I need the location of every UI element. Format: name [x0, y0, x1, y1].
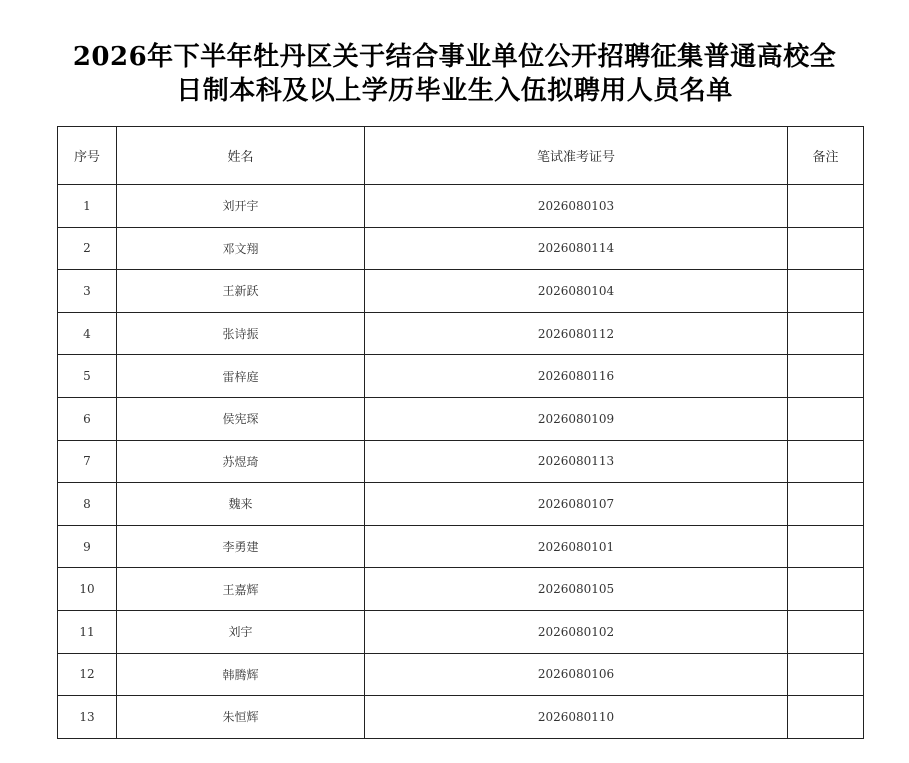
cell-note	[788, 185, 864, 228]
header-note: 备注	[788, 127, 864, 185]
cell-seq: 5	[58, 355, 117, 398]
cell-ticket: 2026080112	[365, 312, 788, 355]
cell-note	[788, 270, 864, 313]
cell-ticket: 2026080116	[365, 355, 788, 398]
cell-seq: 1	[58, 185, 117, 228]
table-row	[58, 696, 864, 739]
cell-note	[788, 610, 864, 653]
cell-ticket: 2026080113	[365, 440, 788, 483]
table-row	[58, 270, 864, 313]
cell-seq: 6	[58, 397, 117, 440]
table-body	[58, 185, 864, 739]
table-row	[58, 525, 864, 568]
cell-name: 韩腾辉	[117, 653, 365, 696]
table-row	[58, 185, 864, 228]
cell-name: 邓文翔	[117, 227, 365, 270]
cell-note	[788, 696, 864, 739]
cell-ticket: 2026080102	[365, 610, 788, 653]
hire-list-table	[57, 126, 864, 739]
title-line-2: 日制本科及以上学历毕业生入伍拟聘用人员名单	[176, 76, 733, 106]
cell-ticket: 2026080107	[365, 483, 788, 526]
cell-name: 魏来	[117, 483, 365, 526]
table-row	[58, 355, 864, 398]
cell-seq: 3	[58, 270, 117, 313]
cell-seq: 10	[58, 568, 117, 611]
cell-seq: 8	[58, 483, 117, 526]
header-name: 姓名	[117, 127, 365, 185]
cell-name: 苏煜琦	[117, 440, 365, 483]
cell-name: 刘宇	[117, 610, 365, 653]
cell-seq: 12	[58, 653, 117, 696]
table-row	[58, 653, 864, 696]
cell-seq: 11	[58, 610, 117, 653]
cell-ticket: 2026080106	[365, 653, 788, 696]
table-header-row	[58, 127, 864, 185]
header-ticket: 笔试准考证号	[365, 127, 788, 185]
cell-note	[788, 653, 864, 696]
table-row	[58, 397, 864, 440]
cell-seq: 13	[58, 696, 117, 739]
table-row	[58, 440, 864, 483]
table-row	[58, 312, 864, 355]
cell-ticket: 2026080101	[365, 525, 788, 568]
cell-note	[788, 312, 864, 355]
table-row	[58, 610, 864, 653]
cell-ticket: 2026080109	[365, 397, 788, 440]
cell-note	[788, 483, 864, 526]
cell-name: 王嘉辉	[117, 568, 365, 611]
cell-note	[788, 440, 864, 483]
cell-name: 李勇建	[117, 525, 365, 568]
cell-seq: 4	[58, 312, 117, 355]
header-seq: 序号	[58, 127, 117, 185]
cell-seq: 9	[58, 525, 117, 568]
cell-seq: 2	[58, 227, 117, 270]
cell-ticket: 2026080105	[365, 568, 788, 611]
cell-ticket: 2026080104	[365, 270, 788, 313]
cell-name: 朱恒辉	[117, 696, 365, 739]
cell-note	[788, 397, 864, 440]
table-row	[58, 568, 864, 611]
title-line-1: 2026年下半年牡丹区关于结合事业单位公开招聘征集普通高校全	[72, 42, 837, 72]
document-title	[0, 40, 909, 108]
cell-name: 王新跃	[117, 270, 365, 313]
cell-seq: 7	[58, 440, 117, 483]
table-row	[58, 483, 864, 526]
cell-name: 雷梓庭	[117, 355, 365, 398]
cell-ticket: 2026080103	[365, 185, 788, 228]
cell-note	[788, 355, 864, 398]
cell-note	[788, 227, 864, 270]
cell-ticket: 2026080114	[365, 227, 788, 270]
cell-note	[788, 525, 864, 568]
cell-note	[788, 568, 864, 611]
cell-ticket: 2026080110	[365, 696, 788, 739]
table-row	[58, 227, 864, 270]
cell-name: 刘开宇	[117, 185, 365, 228]
cell-name: 张诗振	[117, 312, 365, 355]
cell-name: 侯宪琛	[117, 397, 365, 440]
